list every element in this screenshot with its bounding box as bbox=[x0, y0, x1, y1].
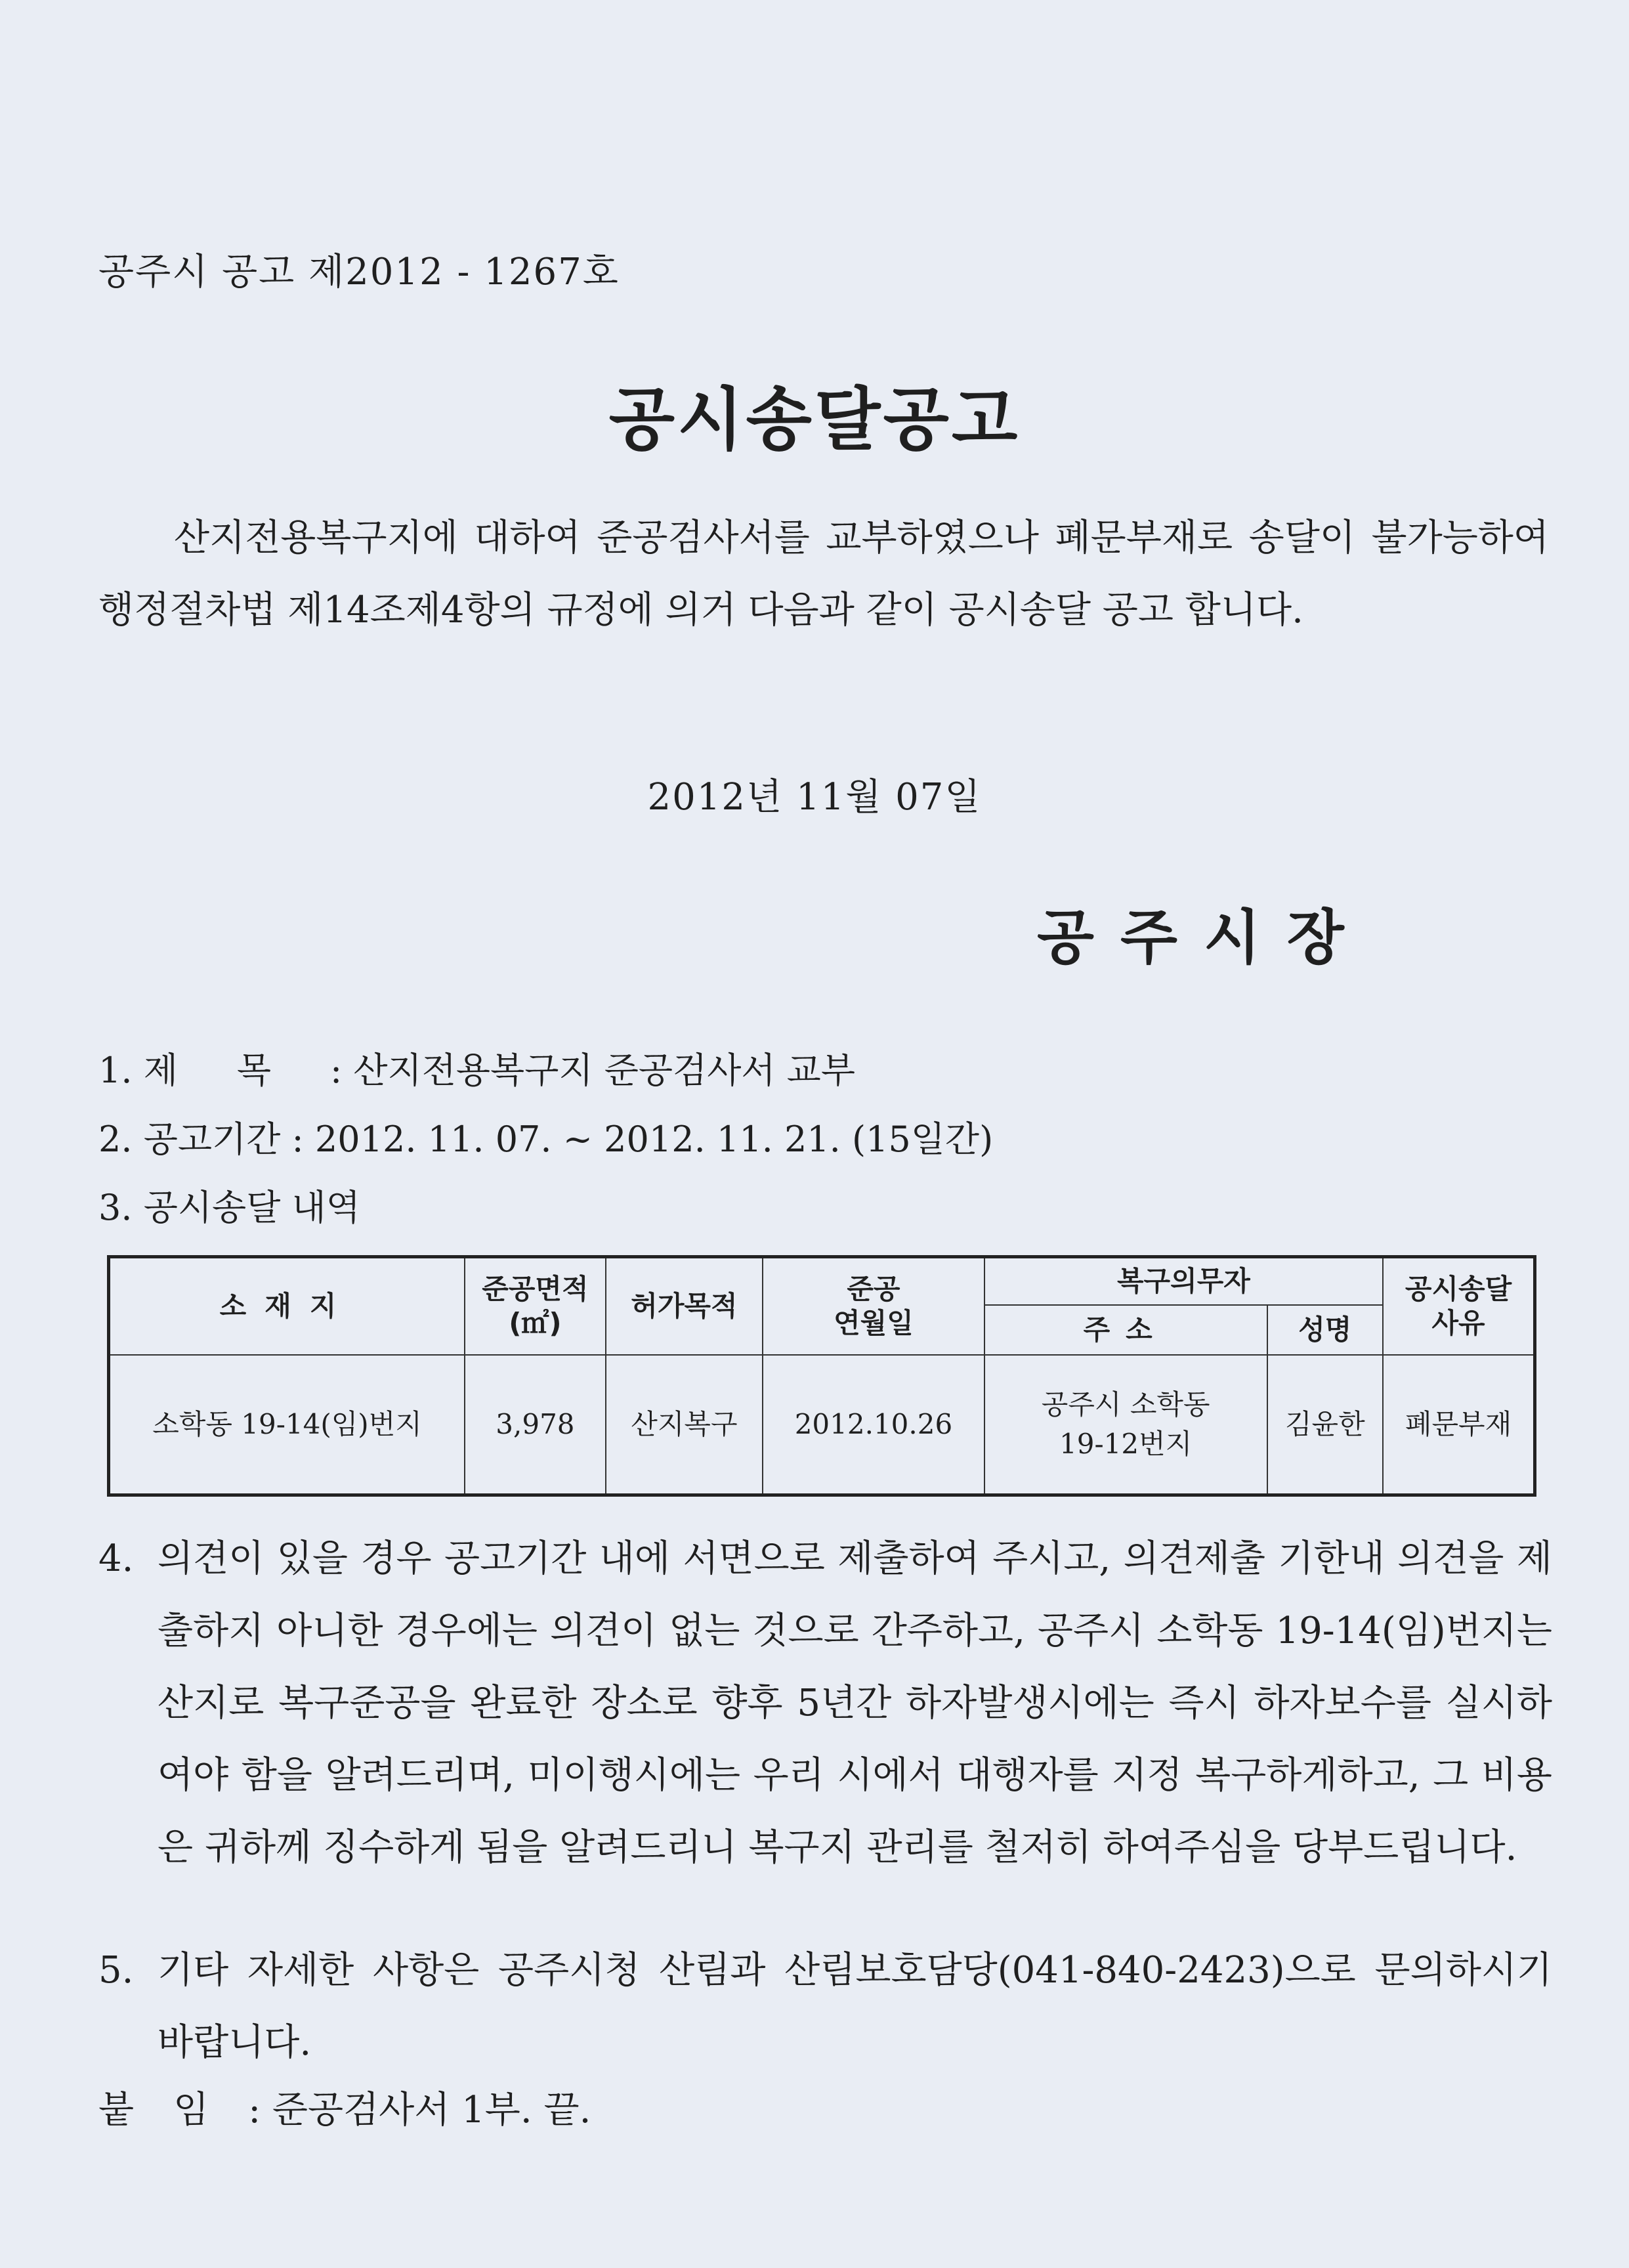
document-title: 공시송달공고 bbox=[608, 379, 1021, 460]
item-period-label: 공고기간 bbox=[143, 1119, 281, 1160]
intro-paragraph: 산지전용복구지에 대하여 준공검사서를 교부하였으나 폐문부재로 송달이 불가능하여 행정절차법 제14조제4항의 규정에 의거 다음과 같이 공시송달 공고 합니다. bbox=[98, 517, 1549, 631]
cell-area: 3,978 bbox=[465, 1355, 606, 1495]
paragraph-4 bbox=[98, 1523, 1552, 1884]
cell-name: 김윤한 bbox=[1267, 1355, 1384, 1495]
item-period-number: 2. bbox=[98, 1119, 133, 1160]
table-row bbox=[109, 1355, 1535, 1495]
notice-date: 2012년 11월 07일 bbox=[647, 776, 982, 819]
attachment-label: 붙임 bbox=[98, 2089, 249, 2131]
service-records-table bbox=[107, 1255, 1536, 1497]
header-completion-date: 준공 연월일 bbox=[763, 1257, 984, 1355]
item-period-value: : 2012. 11. 07. ~ 2012. 11. 21. (15일간) bbox=[291, 1119, 994, 1160]
cell-reason: 폐문부재 bbox=[1383, 1355, 1534, 1495]
header-obligor: 복구의무자 bbox=[984, 1257, 1383, 1305]
item-subject-number: 1. bbox=[98, 1050, 133, 1091]
paragraph-5 bbox=[98, 1935, 1552, 2079]
item-subject-value: : 산지전용복구지 준공검사서 교부 bbox=[330, 1050, 856, 1091]
notice-number: 공주시 공고 제2012 - 1267호 bbox=[98, 251, 620, 293]
item-details bbox=[98, 1180, 360, 1230]
item-details-label: 공시송달 내역 bbox=[143, 1187, 360, 1228]
header-area: 준공면적 (㎡) bbox=[465, 1257, 606, 1355]
header-purpose: 허가목적 bbox=[606, 1257, 763, 1355]
cell-address: 공주시 소학동 19-12번지 bbox=[984, 1355, 1267, 1495]
paragraph-4-number: 4. bbox=[98, 1537, 134, 1580]
header-address: 주소 bbox=[984, 1305, 1267, 1355]
paragraph-4-text: 의견이 있을 경우 공고기간 내에 서면으로 제출하여 주시고, 의견제출 기한내 의견을 제출하지 아니한 경우에는 의견이 없는 것으로 간주하고, 공주시 소학동 19-14(임)번지는 산지로 복구준공을 완료한 장소로 향후 5년간 하자발생시에는 즉시 하자보수를 실시하여야 함을 알려드리며, 미이행시에는 우리 시에서 대행자를 지정 복구하게하고, 그 비용은 귀하께 징수하게 됨을 알려드리니 복구지 관리를 철저히 하여주심을 당부드립니다. bbox=[158, 1537, 1552, 1869]
cell-location: 소학동 19-14(임)번지 bbox=[109, 1355, 465, 1495]
item-subject bbox=[98, 1042, 855, 1093]
header-name: 성명 bbox=[1267, 1305, 1384, 1355]
header-location: 소재지 bbox=[109, 1257, 465, 1355]
header-reason: 공시송달 사유 bbox=[1383, 1257, 1534, 1355]
issuer-name: 공주시장 bbox=[1037, 903, 1370, 972]
attachment-line bbox=[98, 2081, 591, 2133]
paragraph-5-number: 5. bbox=[98, 1949, 134, 1992]
item-details-number: 3. bbox=[98, 1187, 133, 1228]
cell-purpose: 산지복구 bbox=[606, 1355, 763, 1495]
item-subject-label: 제목 bbox=[143, 1050, 331, 1091]
paragraph-5-text: 기타 자세한 사항은 공주시청 산림과 산림보호담당(041-840-2423)으로 문의하시기 바랍니다. bbox=[158, 1949, 1552, 2064]
item-period bbox=[98, 1111, 993, 1162]
cell-completion-date: 2012.10.26 bbox=[763, 1355, 984, 1495]
attachment-value: : 준공검사서 1부. 끝. bbox=[248, 2089, 591, 2131]
